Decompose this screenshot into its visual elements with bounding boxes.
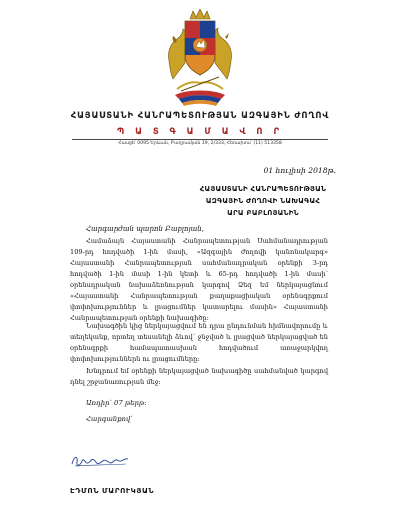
salutation: Հարգարժան պարոն Բաբլոյան,: [86, 225, 204, 233]
handwritten-signature: [70, 452, 132, 470]
coat-of-arms-emblem: [163, 3, 237, 107]
recipient-block: [198, 183, 328, 219]
recipient-line-2: ԱԶԳԱՅԻՆ ԺՈՂՈՎԻ ՆԱԽԱԳԱՀ: [205, 197, 321, 205]
recipient-line-1: ՀԱՅԱՍՏԱՆԻ ՀԱՆՐԱՊԵՏՈՒԹՅԱՆ: [199, 185, 327, 193]
body-paragraph-2: Նախագծին կից ներկայացվում են դրա ընդունման հիմնավորումը և տեղեկանք, որտեղ տեսանելի ձևով՝ ջնջված և լրացված ներկայացված են օրենսգրքի համապատասխան հոդվածում առաջարկվող փոփոխություններն ու լրացումները:: [70, 322, 328, 363]
letter-date: 01 հուլիսի 2018թ.: [263, 166, 336, 175]
body-paragraph-3: Խնդրում եմ օրենքի ներկայացված նախագիծը սահմանված կարգով դնել շրջանառության մեջ:: [70, 367, 328, 386]
enclosure-note: Առդիր՝ 07 թերթ:: [86, 399, 147, 407]
signer-name: ԷԴՄՈՆ ՄԱՐՈՒԿՅԱՆ: [70, 486, 155, 495]
organization-name: ՀԱՅԱՍՏԱՆԻ ՀԱՆՐԱՊԵՏՈՒԹՅԱՆ ԱԶԳԱՅԻՆ ԺՈՂՈՎ: [70, 110, 330, 120]
recipient-line-3: ԱՐԱ ԲԱԲԼՈՅԱՆԻՆ: [227, 209, 299, 217]
closing: Հարգանքով՝: [86, 415, 133, 423]
header-divider: [72, 139, 328, 140]
deputy-label: Պ Ա Տ Գ Ա Մ Ա Վ Ո Ր: [116, 126, 284, 136]
body-paragraph-1: Համաձայն Հայաստանի Հանրապետության Սահմանադրության 109-րդ հոդվածի 1-ին մասի, «Ազգային ժողովի կանոնակարգ» Հայաստանի Հանրապետության սահմանադրական օրենքի 3-րդ հոդվածի 1-ին մասի 1-ին կետի և 65-րդ հոդվածի 1-ին մասի՝ օրենսդրական նախաձեռնության կարգով Ձեզ եմ ներկայացնում «Հայաստանի Հանրապետության քաղաքացիական օրենսգրքում փոփոխություններ և լրացումներ կատարելու մասին» Հայաստանի Հանրապետության օրենքի նախագիծը:: [70, 237, 328, 322]
address-line: Հասցե՝ 0095 Երևան, Բաղրամյան 19, 2/333, Հեռախոս՝ (11) 513358: [118, 141, 282, 146]
